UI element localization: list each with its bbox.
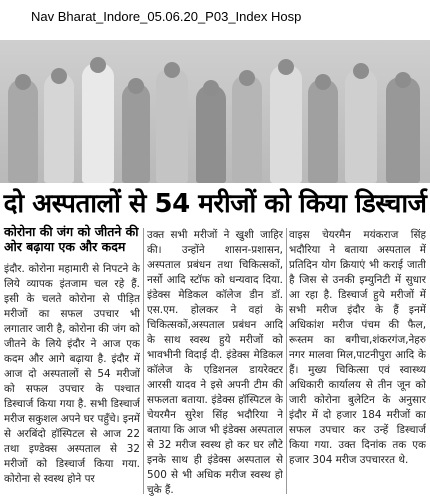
column-text: उक्त सभी मरीजों ने खुशी जाहिर की। उन्होंने शासन-प्रशासन, अस्पताल प्रबंधन तथा चिकित्सकों, नर्सो आदि स्टॉफ को धन्यवाद दिया. इंडेक्स मेडिकल कॉलेज डीन डॉ. एस.एम. होलकर ने वहां के चिकित्सकों,अस्पताल प्रबंधन आदि के साथ स्वस्थ हुये मरीजों को भावभीनी विदाई दी. इंडेक्स मेडिकल कॉलेज के एडिशनल डायरेक्टर आरसी यादव ने इसे अपनी टीम की सफलता बताया. इंडेक्स हॉस्पिटल के चेयरमैन सुरेश सिंह भदौरिया ने बताया कि आज भी इंडेक्स अस्पताल से 32 मरीज स्वस्थ हो कर घर लौटे इनके साथ ही इंडेक्स अस्पताल से 500 से भी अधिक मरीज स्वस्थ हो चुके हैं. bbox=[147, 229, 283, 496]
column-text: वाइस चेयरमैन मयंकराज सिंह भदौरिया ने बताया अस्पताल में प्रतिदिन योग क्रियाएं भी कराई जाती है जिस से उनकी इम्युनिटी में सुधार आ रहा है. डिस्चार्ज हुये मरीजों में सभी मरीज इंदौर के हैं इनमें अधिकांश मरीज पंचम की फैल, रूस्तम का बगीचा,शंकरगंज,नेहरु नगर मालवा मिल,पाटनीपुरा आदि के हैं। मुख्य चिकित्सा एवं स्वास्थ्य अधिकारी कार्यालय से तीन जून को जारी कोरोना बुलेटिन के अनुसार इंदौर में दो हजार 184 मरीजों का सफल उपचार कर उन्हें डिस्चार्ज किया गया. उक्त दिनांक तक एक हजार 304 मरीज उपचाररत थे. bbox=[289, 229, 426, 466]
photo-figure bbox=[308, 79, 338, 183]
photo-figure-head bbox=[353, 63, 369, 79]
photo-figure-head bbox=[239, 70, 255, 86]
photo-figure bbox=[386, 77, 420, 183]
photo-figure-head bbox=[164, 62, 180, 78]
photo-figure-head bbox=[128, 78, 144, 94]
photo-figure bbox=[82, 63, 114, 183]
column-divider bbox=[286, 228, 287, 494]
photo-figure-head bbox=[51, 68, 67, 84]
photo-figure bbox=[44, 73, 74, 183]
photo-figure bbox=[345, 69, 377, 183]
photo-figure-head bbox=[203, 80, 219, 96]
photo-figure-head bbox=[15, 74, 31, 90]
photo-figure bbox=[232, 75, 262, 183]
photo-figure bbox=[122, 83, 150, 183]
photo-figure-head bbox=[90, 57, 106, 73]
photo-figure bbox=[196, 85, 226, 183]
headline: दो अस्पतालों से 54 मरीजों को किया डिस्चार्ज bbox=[3, 189, 427, 219]
photo-figure bbox=[156, 68, 188, 183]
photo-figure-head bbox=[315, 74, 331, 90]
news-photo bbox=[0, 40, 430, 183]
article-column-2 bbox=[147, 228, 283, 496]
photo-figure-head bbox=[395, 72, 411, 88]
photo-figure bbox=[8, 79, 38, 183]
photo-figure-head bbox=[278, 59, 294, 75]
column-divider bbox=[143, 228, 144, 494]
subheadline: कोरोना की जंग को जीतने की ओर बढ़ाया एक और कदम bbox=[4, 224, 139, 254]
article-column-1 bbox=[4, 262, 140, 494]
photo-figure bbox=[270, 65, 302, 183]
clipping-caption: Nav Bharat_Indore_05.06.20_P03_Index Hosp bbox=[0, 0, 430, 40]
column-text: इंदौर. कोरोना महामारी से निपटने के लिये व्यापक इंतजाम चल रहे हैं. इसी के चलते कोरोना से पीड़ित मरीजों का सफल उपचार भी लगातार जारी है, कोरोना की जंग को जीतने के लिये इंदौर ने आज एक कदम और आगे बढ़ाया है. इंदौर में आज दो अस्पतालों से 54 मरीजों को सफल उपचार के पश्चात डिस्चार्ज किया गया है. सभी डिस्चार्ज मरीज सकुशल अपने घर पहुँचे। इनमें से अरबिंदो हॉस्पिटल से आज 22 तथा इण्डेक्स अस्पताल से 32 मरीजों को डिस्चार्ज किया गया. कोरोना से स्वस्थ होने पर bbox=[4, 263, 140, 485]
article-column-3 bbox=[289, 228, 426, 496]
